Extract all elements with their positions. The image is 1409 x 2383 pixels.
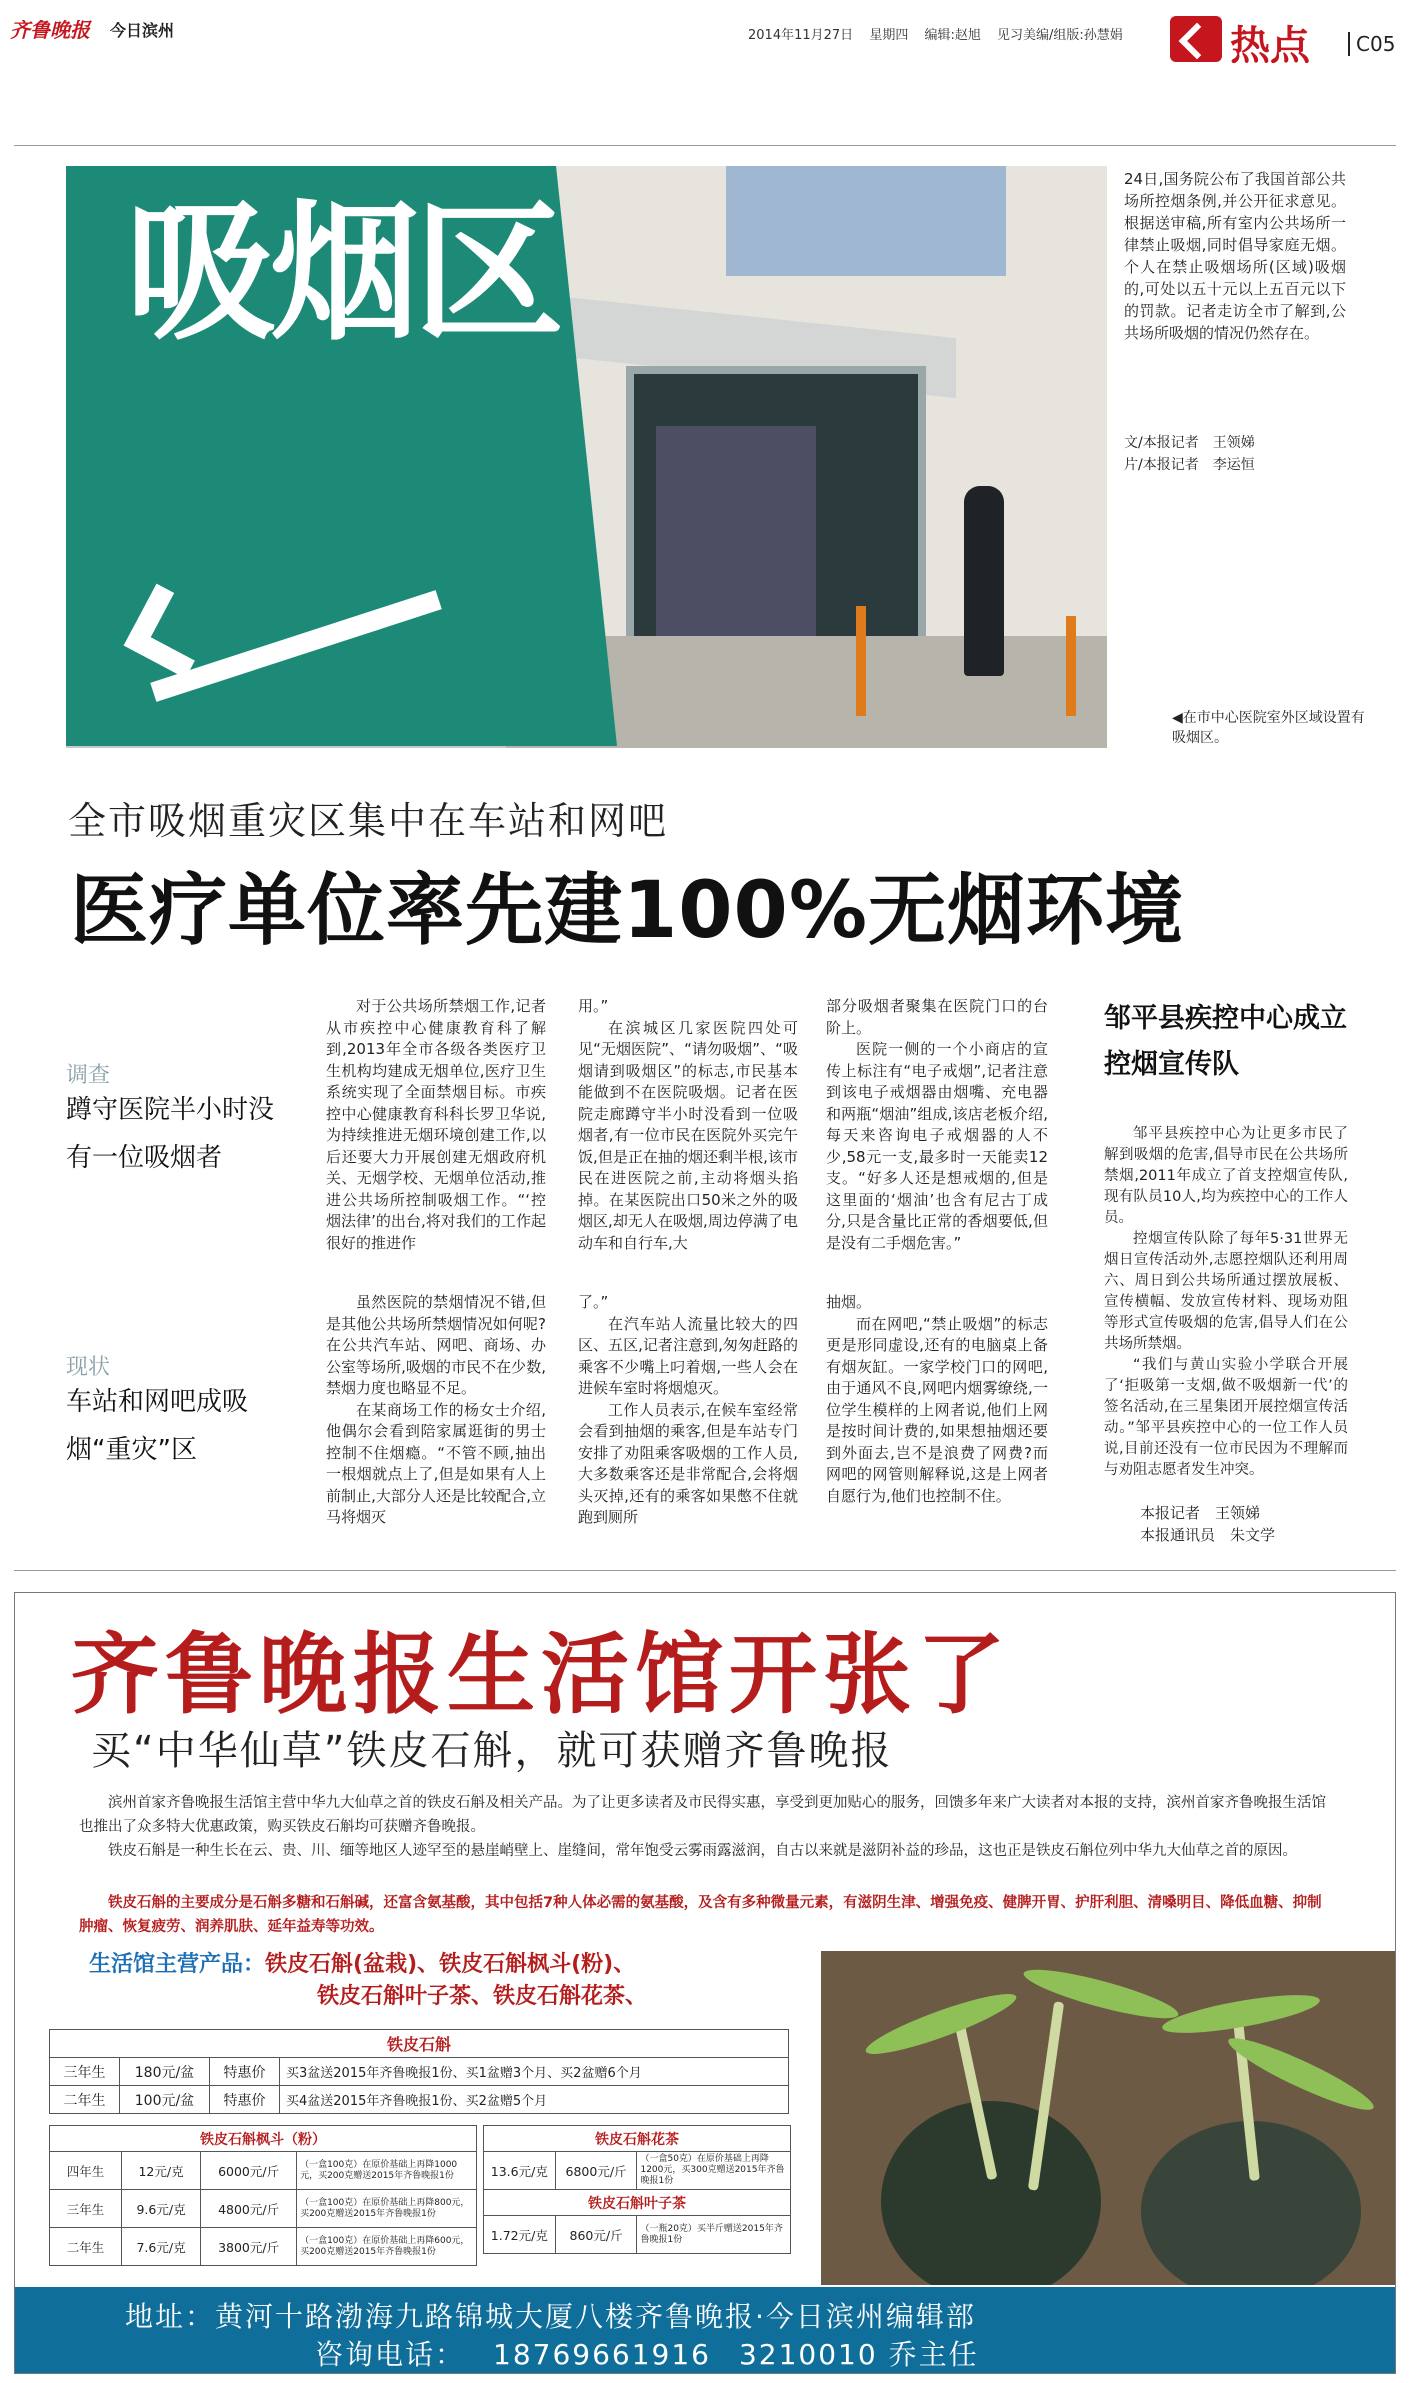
phone-number: 18769661916 <box>493 2338 711 2371</box>
design-credit: 见习美编/组版:孙慧娟 <box>997 28 1123 43</box>
ad-product-list <box>89 1949 809 2013</box>
paragraph: 对于公共场所禁烟工作,记者从市疾控中心健康教育科了解到,2013年全市各级各类医疗卫生机构均建成无烟单位,医疗卫生系统实现了全面禁烟目标。市疾控中心健康教育科科长罗卫华说,为持续推进无烟环境创建工作,以后还要大力开展创建无烟政府机关、无烟学校、无烟单位活动,推进公共场所控制吸烟工作。“‘控烟法律’的出台,将对我们的工作起很好的推进作 <box>326 997 546 1252</box>
table-cell: 1.72元/克 <box>484 2216 556 2254</box>
table-cell: 7.6元/克 <box>121 2228 200 2266</box>
table-cell: 四年生 <box>50 2152 122 2190</box>
paragraph: 控烟宣传队除了每年5·31世界无烟日宣传活动外,志愿控烟队还利用周六、周日到公共场所通过摆放展板、宣传横幅、发放宣传材料、现场劝阻等形式宣传吸烟的危害,倡导人们在公共场所禁烟。 <box>1104 1231 1348 1352</box>
table-title: 铁皮石斛花茶 <box>484 2126 791 2152</box>
ad-benefit-text: 铁皮石斛的主要成分是石斛多糖和石斛碱，还富含氨基酸，其中包括7种人体必需的氨基酸，及含有多种微量元素，有滋阴生津、增强免疫、健脾开胃、护肝利胆、清嗓明目、降低血糖、抑制肿瘤、恢复疲劳、润养肌肤、延年益寿等功效。 <box>79 1895 1322 1935</box>
ad-address: 地址：黄河十路渤海九路锦城大厦八楼齐鲁晚报·今日滨州编辑部 <box>125 2300 976 2333</box>
price-table-flower-tea <box>483 2125 791 2254</box>
paragraph: 在滨城区几家医院四处可见“无烟医院”、“请勿吸烟”、“吸烟请到吸烟区”的标志,市民基本能做到不在医院吸烟。记者在医院走廊蹲守半小时没看到一位吸烟者,有一位市民在医院外买完午饭,但是正在抽的烟还剩半根,该市民在进医院之前,主动将烟头掐掉。在某医院出口50米之外的吸烟区,却无人在吸烟,周边停满了电动车和自行车,大 <box>578 1018 798 1252</box>
photo-bollard <box>1066 616 1076 716</box>
subhead-label: 现状 <box>66 1355 111 1380</box>
table-title: 铁皮石斛 <box>50 2030 789 2058</box>
ad-title: 齐鲁晚报生活馆开张了 <box>71 1622 1012 1726</box>
paragraph: 了。” <box>578 1293 609 1311</box>
article-column <box>578 996 798 1254</box>
table-cell: （一盒100克）在原价基础上再降600元，买200克赠送2015年齐鲁晚报1份 <box>297 2228 477 2266</box>
sidebar-credit-reporter: 本报记者 王领娣 <box>1140 1504 1261 1522</box>
page-header <box>0 0 1409 78</box>
ad-intro-paragraph: 滨州首家齐鲁晚报生活馆主营中华九大仙草之首的铁皮石斛及相关产品。为了让更多读者及市民得实惠，享受到更加贴心的服务，回馈多年来广大读者对本报的支持，滨州首家齐鲁晚报生活馆也推出了众多特大优惠政策，购买铁皮石斛均可获赠齐鲁晚报。 <box>79 1795 1326 1835</box>
subhead-title: 蹲守医院半小时没有一位吸烟者 <box>66 1095 275 1173</box>
sidebar-story-body <box>1104 1124 1348 1481</box>
sign-text: 吸烟区 <box>126 187 559 361</box>
paragraph: 邹平县疾控中心为让更多市民了解到吸烟的危害,倡导市民在公共场所禁烟,2011年成立了首支控烟宣传队,现有队员10人,均为疾控中心的工作人员。 <box>1104 1126 1348 1226</box>
section-divider <box>14 1570 1396 1571</box>
editor-credit: 编辑:赵旭 <box>924 28 981 43</box>
table-row <box>50 2152 477 2190</box>
paragraph: 而在网吧,“禁止吸烟”的标志更是形同虚设,还有的电脑桌上备有烟灰缸。一家学校门口的网吧,由于通风不良,网吧内烟雾缭绕,一位学生模样的上网者说,他们上网是按时间计费的,如果想抽烟还要到外面去,岂不是浪费了网费?而网吧的网管则解释说,这是上网者自愿行为,他们也控制不住。 <box>826 1314 1048 1505</box>
paragraph: 工作人员表示,在候车室经常会看到抽烟的乘客,但是车站专门安排了劝阻乘客吸烟的工作人员,大多数乘客还是非常配合,会将烟头灭掉,还有的乘客如果憋不住就跑到厕所 <box>578 1400 798 1526</box>
plant-leaf <box>1020 1961 1181 2028</box>
section-tag <box>1170 8 1320 70</box>
plant-pot <box>881 2101 1101 2285</box>
table-cell: 3800元/斤 <box>201 2228 297 2266</box>
table-row <box>484 2216 791 2254</box>
table-row <box>484 2152 791 2190</box>
products-line: 铁皮石斛(盆栽)、铁皮石斛枫斗(粉)、 <box>265 1952 636 1977</box>
section-arrow-icon <box>1170 16 1222 62</box>
issue-weekday: 星期四 <box>869 28 909 43</box>
table-cell: 特惠价 <box>210 2058 280 2086</box>
section-name: 热点 <box>1230 23 1310 69</box>
lead-credits <box>1124 432 1364 476</box>
price-table-fengdou <box>49 2125 477 2266</box>
paragraph: 在汽车站人流量比较大的四区、五区,记者注意到,匆匆赶路的乘客不少嘴上叼着烟,一些人会在进候车室时将烟熄灭。 <box>578 1314 798 1397</box>
kicker-headline: 全市吸烟重灾区集中在车站和网吧 <box>68 799 669 843</box>
table-cell: （一瓶20克）买半斤赠送2015年齐鲁晚报1份 <box>637 2216 791 2254</box>
main-headline: 医疗单位率先建100%无烟环境 <box>70 866 1184 956</box>
article-column <box>326 1292 546 1529</box>
phone-number: 3210010 乔主任 <box>738 2338 979 2371</box>
lead-paragraph: 24日,国务院公布了我国首部公共场所控烟条例,并公开征求意见。根据送审稿,所有室内公共场所一律禁止吸烟,同时倡导家庭无烟。个人在禁止吸烟场所(区域)吸烟的,可处以五十元以上五百元以下的罚款。记者走访全市了解到,公共场所吸烟的情况仍然存在。 <box>1124 170 1346 342</box>
table-cell: 100元/盆 <box>120 2086 210 2114</box>
ad-intro <box>79 1791 1329 1863</box>
ad-phone <box>315 2333 1007 2373</box>
table-cell: 13.6元/克 <box>484 2152 556 2190</box>
table-cell: 180元/盆 <box>120 2058 210 2086</box>
photo-door-curtain <box>656 426 816 636</box>
issue-meta <box>748 24 1135 43</box>
photo-credit: 片/本报记者 李运恒 <box>1124 457 1255 473</box>
table-cell: 特惠价 <box>210 2086 280 2114</box>
table-cell: 三年生 <box>50 2190 122 2228</box>
masthead-logo: 齐鲁晚报 <box>10 18 90 42</box>
products-label: 生活馆主营产品： <box>89 1952 266 1977</box>
table-cell: 买4盆送2015年齐鲁晚报1份、买2盆赠5个月 <box>280 2086 789 2114</box>
table-row <box>50 2228 477 2266</box>
article-column <box>326 996 546 1254</box>
ad-contact-bar <box>15 2287 1396 2374</box>
sidebar-story-credits <box>1140 1502 1275 1546</box>
plant-leaf <box>861 1984 1020 2063</box>
table-cell: 9.6元/克 <box>121 2190 200 2228</box>
table-title: 铁皮石斛叶子茶 <box>484 2190 791 2216</box>
lead-photo <box>66 166 1107 748</box>
paragraph: “我们与黄山实验小学联合开展了‘拒吸第一支烟,做不吸烟新一代’的签名活动,在三星集团开展控烟宣传活动。”邹平县疾控中心的一位工作人员说,目前还没有一位市民因为不理解而与劝阻志愿者发生冲突。 <box>1104 1357 1348 1478</box>
table-row <box>50 2086 789 2114</box>
paragraph: 医院一侧的一个小商店的宣传上标注有“电子戒烟”,记者注意到该电子戒烟器由烟嘴、充电器和两瓶“烟油”组成,该店老板介绍,每天来咨询电子戒烟器的人不少,58元一支,最多时一天能卖12支。“好多人还是想戒烟的,但是这里面的‘烟油’也含有尼古丁成分,只是含量比正常的香烟要低,但是没有二手烟危害。” <box>826 1040 1048 1252</box>
page-number: C05 <box>1348 32 1395 56</box>
phone-label: 咨询电话： <box>315 2338 466 2371</box>
subhead-label: 调查 <box>66 1063 111 1088</box>
table-row <box>50 2190 477 2228</box>
table-cell: （一盒100克）在原价基础上再降800元，买200克赠送2015年齐鲁晚报1份 <box>297 2190 477 2228</box>
photo-windows <box>726 166 1006 276</box>
paragraph: 部分吸烟者聚集在医院门口的台阶上。 <box>826 997 1048 1037</box>
price-table-plants <box>49 2029 789 2114</box>
text-credit: 文/本报记者 王领娣 <box>1124 435 1255 451</box>
table-cell: 6000元/斤 <box>201 2152 297 2190</box>
products-line: 铁皮石斛叶子茶、铁皮石斛花茶、 <box>317 1984 648 2009</box>
table-cell: 三年生 <box>50 2058 120 2086</box>
paragraph: 虽然医院的禁烟情况不错,但是其他公共场所禁烟情况如何呢?在公共汽车站、网吧、商场、办公室等场所,吸烟的市民不在少数,禁烟力度也略显不足。 <box>326 1293 546 1397</box>
table-cell: （一盒50克）在原价基础上再降1200元，买300克赠送2015年齐鲁晚报1份 <box>637 2152 791 2190</box>
table-cell: 二年生 <box>50 2228 122 2266</box>
photo-pedestrian-woman <box>964 486 1004 676</box>
sidebar-credit-correspondent: 本报通讯员 朱文学 <box>1140 1526 1276 1544</box>
table-cell: 860元/斤 <box>555 2216 637 2254</box>
article-column <box>826 996 1048 1254</box>
issue-date: 2014年11月27日 <box>748 28 854 43</box>
edition-name: 今日滨州 <box>110 21 175 40</box>
paragraph: 用。” <box>578 997 609 1015</box>
photo-bollard <box>856 606 866 716</box>
article-column <box>578 1292 798 1529</box>
article-column <box>826 1292 1048 1507</box>
table-cell: 买3盆送2015年齐鲁晚报1份、买1盆赠3个月、买2盆赠6个月 <box>280 2058 789 2086</box>
photo-caption: ◀在市中心医院室外区域设置有吸烟区。 <box>1172 710 1365 746</box>
paragraph: 在某商场工作的杨女士介绍,他偶尔会看到陪家属逛街的男士控制不住烟瘾。“不管不顾,抽出一根烟就点上了,但是如果有人上前制止,大部分人还是比较配合,立马将烟灭 <box>326 1400 546 1526</box>
sidebar-story-title: 邹平县疾控中心成立控烟宣传队 <box>1104 1003 1347 1080</box>
dendrobium-plant-photo <box>821 1951 1396 2285</box>
subhead-title: 车站和网吧成吸烟“重灾”区 <box>66 1387 249 1465</box>
table-row <box>50 2058 789 2086</box>
table-title: 铁皮石斛枫斗（粉） <box>50 2126 477 2152</box>
table-cell: 二年生 <box>50 2086 120 2114</box>
ad-intro-paragraph: 铁皮石斛是一种生长在云、贵、川、缅等地区人迹罕至的悬崖峭壁上、崖缝间，常年饱受云雾雨露滋润，自古以来就是滋阴补益的珍品，这也正是铁皮石斛位列中华九大仙草之首的原因。 <box>108 1843 1297 1859</box>
table-cell: 12元/克 <box>121 2152 200 2190</box>
paragraph: 抽烟。 <box>826 1293 872 1311</box>
header-divider <box>14 145 1396 146</box>
table-cell: 4800元/斤 <box>201 2190 297 2228</box>
ad-subtitle: 买“中华仙草”铁皮石斛，就可获赠齐鲁晚报 <box>91 1728 893 1774</box>
advertisement <box>14 1592 1396 2374</box>
table-cell: 6800元/斤 <box>555 2152 637 2190</box>
table-cell: （一盒100克）在原价基础上再降1000元，买200克赠送2015年齐鲁晚报1份 <box>297 2152 477 2190</box>
